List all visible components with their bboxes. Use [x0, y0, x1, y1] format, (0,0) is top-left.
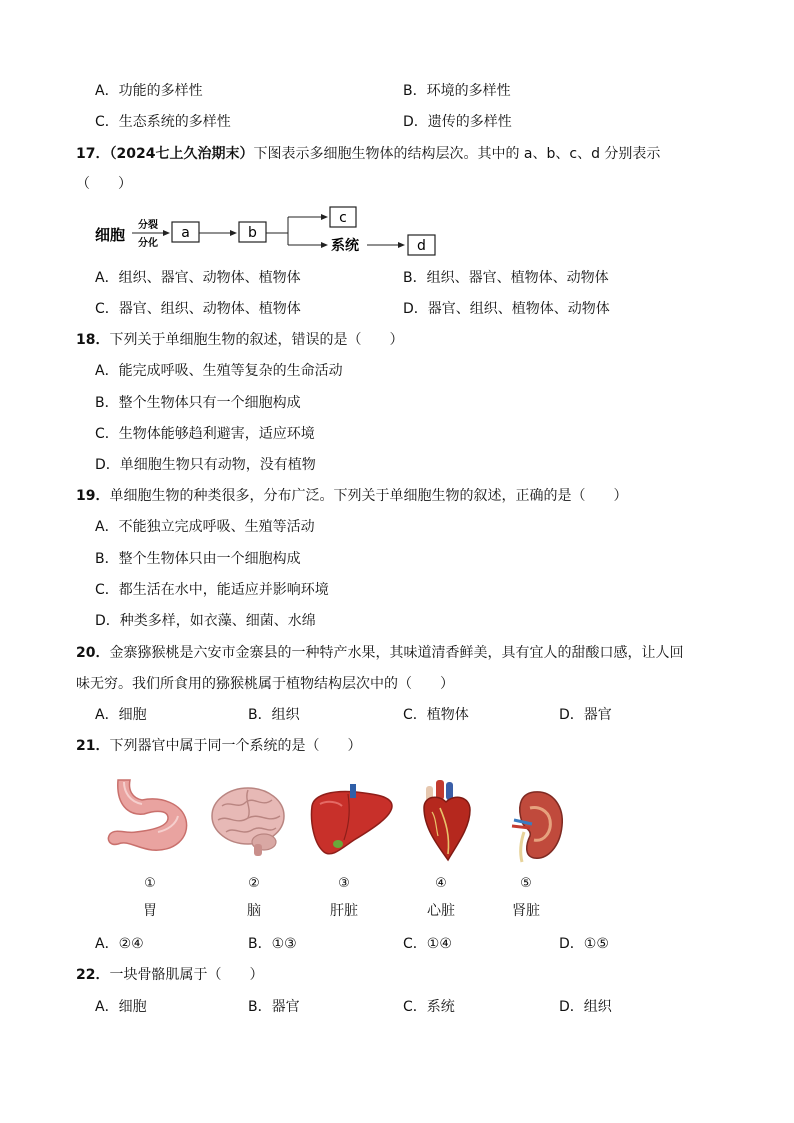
arrowhead	[230, 230, 237, 236]
q21-option-a: A．②④	[95, 936, 144, 952]
organ-name-2: 脑	[247, 903, 261, 919]
q16-option-a: A．功能的多样性	[95, 83, 203, 99]
q19-option-d: D．种类多样，如衣藻、细菌、水绵	[95, 613, 316, 629]
organ-number-1: ①	[144, 876, 156, 891]
q16-option-c: C．生态系统的多样性	[95, 114, 231, 130]
q18-stem-line	[76, 330, 403, 350]
arrowhead	[398, 242, 405, 248]
q18-option-c: C．生物体能够趋利避害，适应环境	[95, 426, 315, 442]
q17-option-a: A．组织、器官、动物体、植物体	[95, 270, 301, 286]
heart-icon	[416, 778, 478, 864]
box-a-label: a	[181, 225, 190, 241]
arrowhead	[163, 230, 170, 236]
liver-icon	[308, 784, 396, 860]
diagram-cell-label: 细胞	[95, 226, 126, 244]
organ-name-5: 肾脏	[512, 903, 540, 919]
q16-option-d: D．遗传的多样性	[403, 114, 512, 130]
q22-option-d: D．组织	[559, 999, 612, 1015]
q21-option-c: C．①④	[403, 936, 452, 952]
q20-option-d: D．器官	[559, 707, 612, 723]
q22-option-a: A．细胞	[95, 999, 147, 1015]
box-c-label: c	[339, 210, 347, 226]
box-b-label: b	[248, 225, 257, 241]
q21-option-b: B．①③	[248, 936, 297, 952]
q19-option-c: C．都生活在水中，能适应并影响环境	[95, 582, 329, 598]
q17-option-d: D．器官、组织、植物体、动物体	[403, 301, 610, 317]
q18-option-d: D．单细胞生物只有动物，没有植物	[95, 457, 316, 473]
box-d-label: d	[417, 238, 426, 254]
answer-paren: （ ）	[76, 176, 132, 192]
diagram-system-label: 系统	[331, 238, 359, 254]
q20-stem-line-1	[76, 643, 683, 663]
question-stem: 金寨猕猴桃是六安市金寨县的一种特产水果，其味道清香鲜美，具有宜人的甜酸口感，让人回	[109, 645, 684, 661]
q17-option-b: B．组织、器官、植物体、动物体	[403, 270, 609, 286]
structure-hierarchy-diagram	[90, 202, 450, 262]
q20-stem-line-2: 味无穷。我们所食用的猕猴桃属于植物结构层次中的（ ）	[76, 676, 454, 692]
organ-name-3: 肝脏	[330, 903, 358, 919]
q22-option-b: B．器官	[248, 999, 300, 1015]
organ-number-4: ④	[435, 876, 447, 891]
q20-option-b: B．组织	[248, 707, 300, 723]
q22-option-c: C．系统	[403, 999, 455, 1015]
q21-stem-line	[76, 736, 361, 756]
question-number: 20．	[76, 645, 110, 661]
question-number: 22．	[76, 967, 110, 983]
q18-option-b: B．整个生物体只有一个细胞构成	[95, 395, 301, 411]
q17-option-c: C．器官、组织、动物体、植物体	[95, 301, 301, 317]
q19-option-a: A．不能独立完成呼吸、生殖等活动	[95, 519, 315, 535]
arrowhead	[321, 242, 328, 248]
question-number: 17．	[76, 146, 110, 162]
q20-option-a: A．细胞	[95, 707, 147, 723]
q16-option-b: B．环境的多样性	[403, 83, 511, 99]
question-source: （2024七上久治期末）	[109, 146, 254, 162]
organ-number-3: ③	[338, 876, 350, 891]
organ-name-1: 胃	[143, 903, 157, 919]
question-number: 19．	[76, 488, 110, 504]
diagram-differentiate-label: 分化	[138, 238, 158, 249]
arrowhead	[321, 214, 328, 220]
question-stem: 下列关于单细胞生物的叙述，错误的是（ ）	[109, 332, 404, 348]
question-stem: 下图表示多细胞生物体的结构层次。其中的 a、b、c、d 分别表示	[253, 146, 661, 162]
q21-option-d: D．①⑤	[559, 936, 609, 952]
question-stem: 单细胞生物的种类很多，分布广泛。下列关于单细胞生物的叙述，正确的是（ ）	[109, 488, 628, 504]
q22-stem-line	[76, 965, 263, 985]
diagram-split-label: 分裂	[138, 220, 158, 231]
q18-option-a: A．能完成呼吸、生殖等复杂的生命活动	[95, 363, 343, 379]
q19-option-b: B．整个生物体只由一个细胞构成	[95, 551, 301, 567]
question-number: 21．	[76, 738, 110, 754]
brain-icon	[208, 782, 290, 858]
organ-number-2: ②	[248, 876, 260, 891]
organ-number-5: ⑤	[520, 876, 532, 891]
question-number: 18．	[76, 332, 110, 348]
stomach-icon	[102, 776, 194, 858]
q19-stem-line	[76, 486, 627, 506]
question-stem: 下列器官中属于同一个系统的是（ ）	[109, 738, 362, 754]
question-stem: 一块骨骼肌属于（ ）	[109, 967, 264, 983]
q17-stem-line	[76, 144, 660, 164]
q20-option-c: C．植物体	[403, 707, 469, 723]
kidney-icon	[504, 788, 566, 864]
organ-name-4: 心脏	[427, 903, 455, 919]
